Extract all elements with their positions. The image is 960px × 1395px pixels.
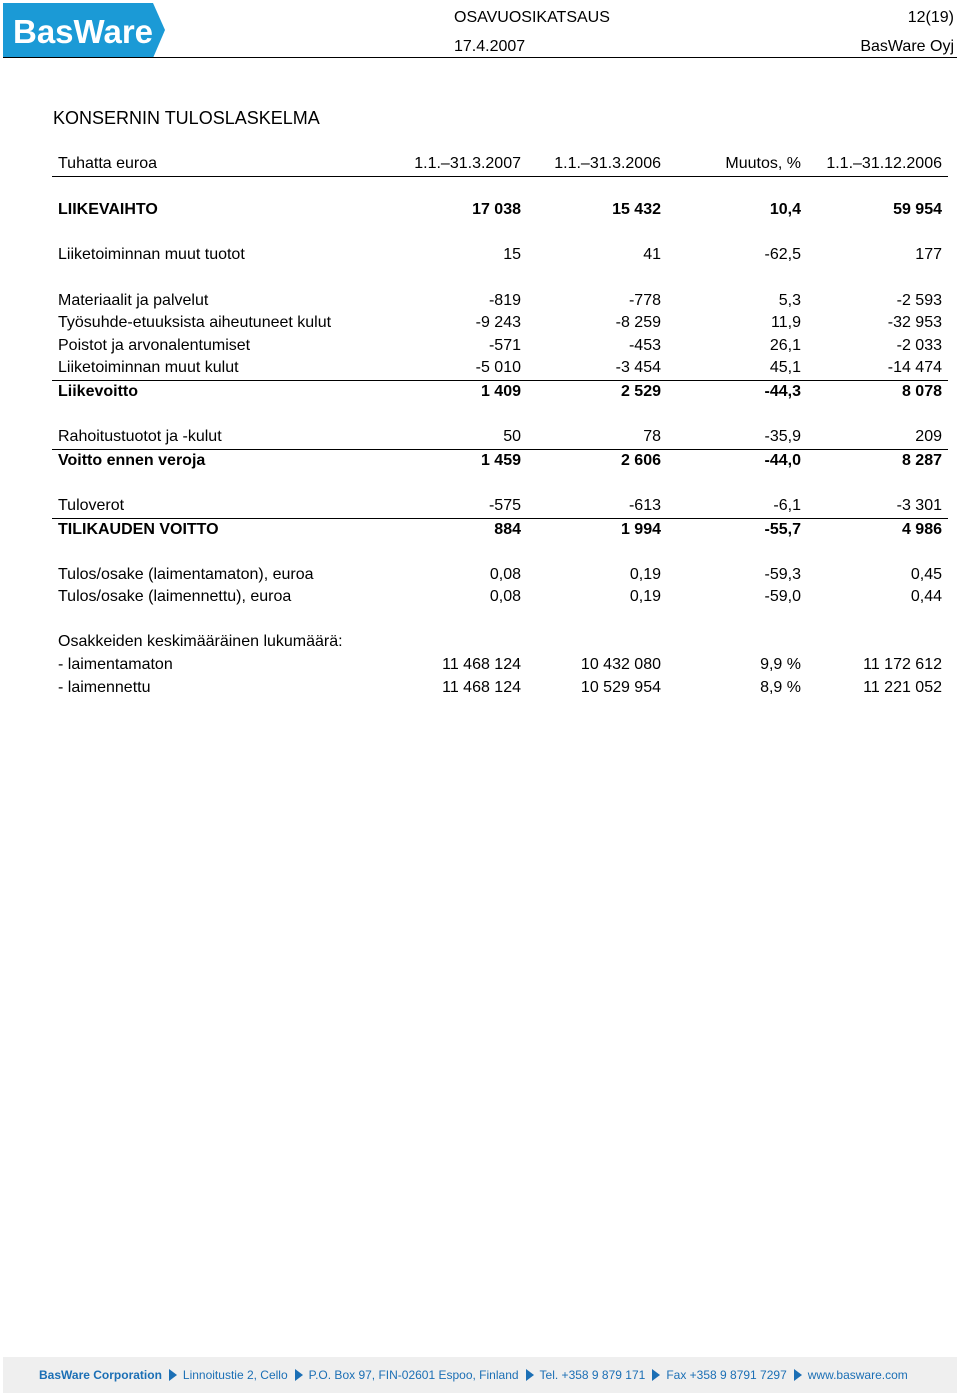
row-label: TILIKAUDEN VOITTO [58,520,219,538]
cell-value: 78 [521,426,661,449]
cell-value: 209 [801,426,948,449]
triangle-right-icon [652,1369,660,1381]
footer-postbox: P.O. Box 97, FIN-02601 Espoo, Finland [308,1368,519,1382]
cell-value: -575 [390,495,521,518]
table-row [52,335,948,358]
row-label: Tulos/osake (laimennettu), euroa [58,588,292,606]
cell-value: -59,0 [764,588,801,606]
row-label: Liikevoitto [58,382,139,400]
cell-value: -35,9 [661,426,801,449]
table-row [52,357,948,380]
column-header: Muutos, % [661,153,801,176]
income-statement-table [52,153,948,699]
triangle-right-icon [526,1369,534,1381]
footer-fax: Fax +358 9 8791 7297 [666,1368,787,1382]
row-label: Työsuhde-etuuksista aiheutuneet kulut [58,314,332,332]
cell-value: 15 432 [612,201,661,219]
column-header: 1.1.–31.3.2007 [390,153,521,176]
cell-value: -14 474 [801,357,948,380]
cell-value: 11,9 [771,314,801,332]
cell-value: -3 454 [521,357,661,380]
cell-value: 8,9 % [760,678,801,696]
triangle-right-icon [295,1369,303,1381]
triangle-right-icon [794,1369,802,1381]
cell-value: 11 221 052 [863,678,942,696]
cell-value: 8 078 [901,382,942,400]
cell-value: -55,7 [764,520,801,538]
table-row [52,380,948,403]
cell-value: 8 287 [901,451,942,469]
cell-value: 2 606 [620,451,661,469]
company-name: BasWare Oyj [860,38,954,55]
cell-value: -819 [488,291,521,309]
cell-value: 0,44 [910,588,942,606]
row-label: Liiketoiminnan muut tuotot [58,246,245,264]
table-row [52,495,948,518]
report-date: 17.4.2007 [454,38,526,55]
cell-value: -2 033 [896,336,942,354]
row-label: Rahoitustuotot ja -kulut [52,426,390,449]
cell-value: 45,1 [661,357,801,380]
cell-value: 0,19 [629,565,661,583]
cell-value: 17 038 [472,201,521,219]
cell-value: 9,9 % [760,656,801,674]
cell-value: 0,08 [489,565,521,583]
table-row [52,564,948,587]
table-row [52,244,948,267]
cell-value: 0,45 [910,565,942,583]
row-label: LIIKEVAIHTO [58,201,158,219]
table-row [52,449,948,472]
cell-value: -5 010 [390,357,521,380]
cell-value: 2 529 [620,382,661,400]
table-row [52,586,948,609]
cell-value: 884 [494,520,521,538]
cell-value: -778 [628,291,661,309]
cell-value: -62,5 [764,246,801,264]
footer-phone: Tel. +358 9 879 171 [539,1368,646,1382]
row-label: Tulos/osake (laimentamaton), euroa [58,565,314,583]
logo-graphic [3,3,165,58]
row-label: Tuloverot [52,495,390,518]
cell-value: 26,1 [769,336,801,354]
cell-value: -613 [521,495,661,518]
cell-value: 10,4 [769,201,801,219]
triangle-right-icon [169,1369,177,1381]
cell-value: -59,3 [764,565,801,583]
cell-value: -3 301 [801,495,948,518]
basware-logo [3,3,165,58]
cell-value: 11 172 612 [863,656,942,674]
row-label: - laimentamaton [58,656,173,674]
cell-value: 15 [503,246,521,264]
header-divider [3,57,957,58]
row-label: Osakkeiden keskimääräinen lukumäärä: [58,633,343,651]
cell-value: 1 994 [620,520,661,538]
page-title: KONSERNIN TULOSLASKELMA [53,108,320,128]
footer-address: Linnoitustie 2, Cello [182,1368,288,1382]
table-row [52,631,948,654]
cell-value: -571 [488,336,521,354]
cell-value: 1 409 [480,382,521,400]
footer-contact-line [39,1368,908,1382]
cell-value: -44,0 [764,451,801,469]
cell-value: 11 468 124 [442,656,521,674]
table-row [52,199,948,222]
column-header: Tuhatta euroa [52,153,390,176]
cell-value: 41 [643,246,661,264]
cell-value: 10 432 080 [580,656,661,674]
page-footer [3,1357,957,1393]
table-row [52,312,948,335]
column-header: 1.1.–31.12.2006 [801,153,948,176]
cell-value: -453 [628,336,661,354]
cell-value: 59 954 [893,201,942,219]
row-label: Poistot ja arvonalentumiset [58,336,251,354]
table-header-row [52,153,948,176]
row-label: Materiaalit ja palvelut [58,291,209,309]
cell-value: 5,3 [778,291,801,309]
table-row [52,518,948,541]
cell-value: 1 459 [480,451,521,469]
logo-text: BasWare [13,13,154,50]
row-label: Voitto ennen veroja [58,451,206,469]
cell-value: 0,08 [489,588,521,606]
footer-company: BasWare Corporation [39,1368,162,1382]
footer-website[interactable]: www.basware.com [807,1368,908,1382]
table-row [52,677,948,700]
cell-value: -8 259 [615,314,661,332]
cell-value: 10 529 954 [580,678,661,696]
row-label: Liiketoiminnan muut kulut [52,357,390,380]
page-number: 12(19) [907,9,954,26]
cell-value: 177 [915,246,942,264]
cell-value: -9 243 [475,314,521,332]
cell-value: 11 468 124 [442,678,521,696]
cell-value: -6,1 [661,495,801,518]
report-title: OSAVUOSIKATSAUS [454,9,610,26]
table-row [52,426,948,449]
table-row [52,290,948,313]
cell-value: -44,3 [764,382,801,400]
cell-value: -2 593 [896,291,942,309]
cell-value: 0,19 [629,588,661,606]
cell-value: 4 986 [901,520,942,538]
row-label: - laimennettu [58,678,151,696]
table-row [52,654,948,677]
cell-value: 50 [390,426,521,449]
column-header: 1.1.–31.3.2006 [521,153,661,176]
cell-value: -32 953 [887,314,942,332]
